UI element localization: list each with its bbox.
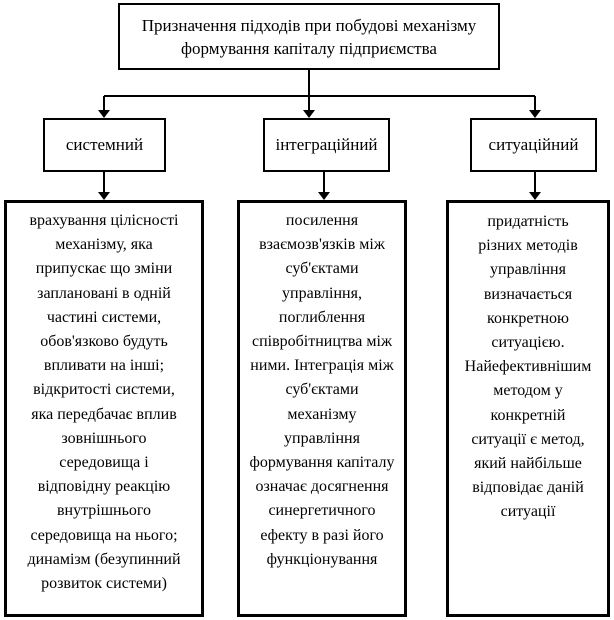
approach-description-text: врахування цілісності механізму, яка припускає що зміни заплановані в одній частині системи, обов'язково будуть впливати на інші; відкритості системи, яка передбачає вплив зовнішнього середовища і відповідну реакцію внутрішнього середовища на нього; динамізм (безупинний розвиток системи) bbox=[27, 212, 181, 593]
arrow-right-head bbox=[529, 110, 541, 118]
approach-name: системний bbox=[65, 135, 144, 154]
arrow-center-desc bbox=[318, 192, 330, 200]
approach-description-text: посилення взаємозв'язків між суб'єктами управління, поглиблення співробітництва між ними. Інтеграція між суб'єктами механізму управління формування капіталу означає досягнення синергетичного ефекту в разі його функціонування bbox=[249, 212, 395, 568]
arrow-right-desc bbox=[529, 192, 541, 200]
approach-head-integration bbox=[263, 118, 390, 172]
approach-head-systemic bbox=[43, 118, 166, 172]
diagram-title-box bbox=[118, 3, 500, 70]
diagram-title: Призначення підходів при побудові механізму формування капіталу підприємства bbox=[141, 15, 477, 58]
arrow-left-desc bbox=[98, 192, 110, 200]
arrow-left-head bbox=[98, 110, 110, 118]
approach-name: ситуаційний bbox=[488, 135, 579, 154]
approach-description-situational bbox=[446, 200, 610, 617]
approach-description-integration bbox=[237, 200, 407, 617]
approach-description-text: придатність різних методів управління визначається конкретною ситуацією. Найефективнішим методом у конкретній ситуації є метод, який найбільше відповідає даній ситуації bbox=[464, 213, 592, 521]
approach-name: інтеграційний bbox=[275, 135, 378, 154]
approach-description-systemic bbox=[4, 200, 204, 617]
arrow-center-head bbox=[303, 110, 315, 118]
approach-head-situational bbox=[470, 118, 597, 172]
